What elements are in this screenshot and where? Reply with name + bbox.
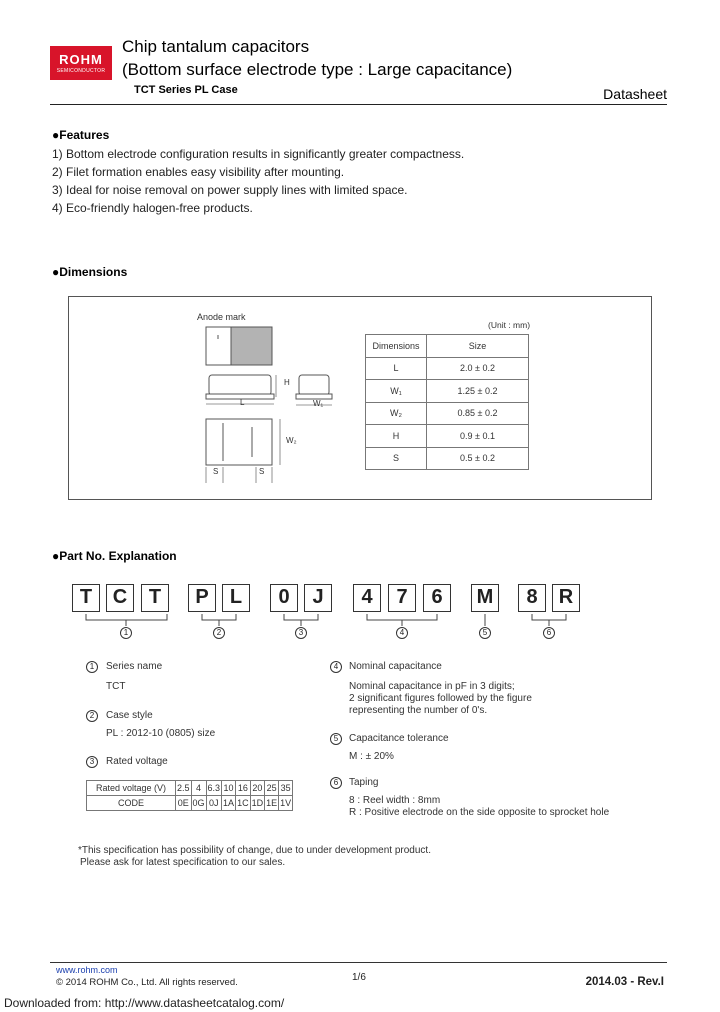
features-heading: ●Features — [52, 128, 110, 142]
table-row — [366, 425, 529, 448]
table-cell: 1C — [236, 796, 251, 811]
table-row — [366, 402, 529, 425]
item-title: Capacitance tolerance — [349, 733, 449, 744]
group-number-5: 5 — [479, 627, 491, 639]
table-cell: 0E — [176, 796, 192, 811]
item-number: 2 — [86, 710, 98, 722]
table-row — [87, 781, 293, 796]
part-char-box: M — [471, 584, 499, 612]
drawing-label-W1: W₁ — [313, 399, 324, 408]
unit-label: (Unit : mm) — [488, 320, 531, 330]
table-cell: 16 — [236, 781, 251, 796]
item-title: Nominal capacitance — [349, 661, 442, 672]
item-title: Taping — [349, 777, 379, 788]
group-number-1: 1 — [120, 627, 132, 639]
rated-voltage-table — [86, 780, 293, 811]
table-cell: 1V — [279, 796, 293, 811]
part-no-heading: ●Part No. Explanation — [52, 549, 177, 563]
table-cell: L — [366, 357, 427, 380]
title-line2: (Bottom surface electrode type : Large capacitance) — [122, 60, 513, 79]
footer-divider — [50, 962, 667, 963]
table-cell: 0J — [206, 796, 222, 811]
item-line: M : ± 20% — [349, 751, 394, 762]
table-cell: 2.0 ± 0.2 — [427, 357, 529, 380]
download-source-link[interactable]: Downloaded from: http://www.datasheetcatalog.com/ — [4, 996, 285, 1010]
part-group-brackets — [60, 612, 600, 632]
item-number: 5 — [330, 733, 342, 745]
drawing-label-L: L — [240, 398, 245, 407]
item-line: PL : 2012-10 (0805) size — [106, 728, 216, 739]
part-char-box: 4 — [353, 584, 381, 612]
part-char-box: T — [72, 584, 100, 612]
table-cell: S — [366, 447, 427, 470]
drawing-label-S2: S — [259, 467, 265, 476]
part-char-box: P — [188, 584, 216, 612]
doc-type-label: Datasheet — [603, 86, 667, 102]
item-number: 3 — [86, 756, 98, 768]
part-char-box: L — [222, 584, 250, 612]
dimensions-table — [365, 334, 529, 470]
table-row — [366, 335, 529, 358]
group-number-2: 2 — [213, 627, 225, 639]
table-cell: 0.9 ± 0.1 — [427, 425, 529, 448]
part-char-box: J — [304, 584, 332, 612]
footer-url-link[interactable]: www.rohm.com — [56, 965, 118, 975]
table-cell: 1D — [250, 796, 265, 811]
table-cell: 1.25 ± 0.2 — [427, 380, 529, 403]
title-line1: Chip tantalum capacitors — [122, 37, 310, 56]
group-number-6: 6 — [543, 627, 555, 639]
part-char-box: 6 — [423, 584, 451, 612]
table-cell: 10 — [222, 781, 236, 796]
feature-item-3: 3) Ideal for noise removal on power supply lines with limited space. — [52, 183, 408, 197]
table-cell: 0G — [191, 796, 206, 811]
table-cell: 0.5 ± 0.2 — [427, 447, 529, 470]
footer-page-number: 1/6 — [352, 972, 366, 983]
rohm-logo — [50, 46, 112, 80]
footer-copyright: © 2014 ROHM Co., Ltd. All rights reserved. — [56, 977, 238, 988]
item-title: Series name — [106, 661, 163, 672]
group-number-3: 3 — [295, 627, 307, 639]
table-header: CODE — [87, 796, 176, 811]
table-cell: 25 — [265, 781, 279, 796]
table-cell: 6.3 — [206, 781, 222, 796]
item-number: 6 — [330, 777, 342, 789]
table-header: Dimensions — [366, 335, 427, 358]
item-line: 2 significant figures followed by the figure — [349, 693, 532, 704]
anode-mark-label: Anode mark — [197, 312, 246, 322]
note-line-1: *This specification has possibility of change, due to under development product. — [78, 845, 431, 856]
item-line: 8 : Reel width : 8mm — [349, 795, 441, 806]
part-char-box: 8 — [518, 584, 546, 612]
table-header: Rated voltage (V) — [87, 781, 176, 796]
feature-item-1: 1) Bottom electrode configuration results in significantly greater compactness. — [52, 147, 465, 161]
table-cell: W₂ — [366, 402, 427, 425]
table-row — [87, 796, 293, 811]
item-line: representing the number of 0's. — [349, 705, 488, 716]
table-cell: 1A — [222, 796, 236, 811]
logo-brand-text: ROHM — [59, 52, 103, 67]
table-row — [366, 380, 529, 403]
feature-item-4: 4) Eco-friendly halogen-free products. — [52, 201, 253, 215]
table-header: Size — [427, 335, 529, 358]
part-char-box: 7 — [388, 584, 416, 612]
part-char-box: R — [552, 584, 580, 612]
table-cell: W₁ — [366, 380, 427, 403]
table-cell: 4 — [191, 781, 206, 796]
item-line: Nominal capacitance in pF in 3 digits; — [349, 681, 515, 692]
table-cell: 35 — [279, 781, 293, 796]
item-title: Rated voltage — [106, 756, 168, 767]
dimensions-box — [68, 296, 652, 500]
table-cell: H — [366, 425, 427, 448]
note-line-2: Please ask for latest specification to our sales. — [80, 857, 286, 868]
table-row — [366, 357, 529, 380]
logo-tagline: SEMICONDUCTOR — [56, 68, 106, 74]
table-row — [366, 447, 529, 470]
drawing-label-S1: S — [213, 467, 219, 476]
drawing-label-W2: W₂ — [286, 436, 297, 445]
part-char-box: 0 — [270, 584, 298, 612]
item-line: TCT — [106, 681, 126, 692]
table-cell: 1E — [265, 796, 279, 811]
dimensions-heading: ●Dimensions — [52, 265, 128, 279]
series-name: TCT Series PL Case — [134, 84, 238, 96]
part-char-box: C — [106, 584, 134, 612]
table-cell: 0.85 ± 0.2 — [427, 402, 529, 425]
header-divider — [50, 104, 667, 105]
item-title: Case style — [106, 710, 153, 721]
item-number: 1 — [86, 661, 98, 673]
part-char-box: T — [141, 584, 169, 612]
item-line: R : Positive electrode on the side opposite to sprocket hole — [349, 807, 610, 818]
feature-item-2: 2) Filet formation enables easy visibility after mounting. — [52, 165, 345, 179]
table-cell: 2.5 — [176, 781, 192, 796]
table-cell: 20 — [250, 781, 265, 796]
footer-revision: 2014.03 - Rev.I — [585, 976, 664, 988]
item-number: 4 — [330, 661, 342, 673]
drawing-label-H: H — [284, 378, 290, 387]
group-number-4: 4 — [396, 627, 408, 639]
